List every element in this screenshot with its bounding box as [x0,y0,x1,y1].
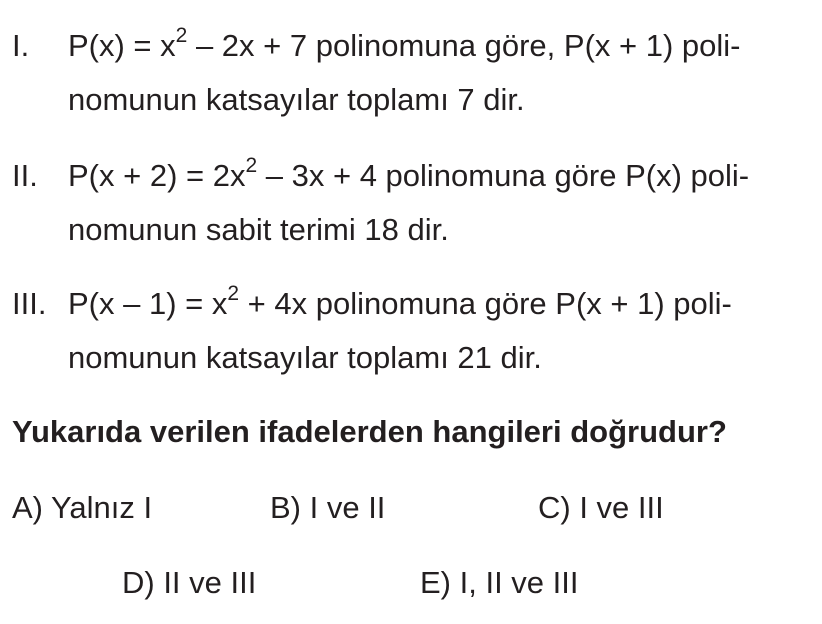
option-e[interactable]: E) I, II ve III [420,565,579,600]
statement-2-exponent: 2 [245,153,258,177]
statement-1-line-2: nomunun katsayılar toplamı 7 dir. [68,82,525,117]
statement-3-line-1 [68,281,732,322]
statement-2-number: II. [12,158,38,193]
statement-3-line-2: nomunun katsayılar toplamı 21 dir. [68,340,542,375]
statement-3-exponent: 2 [227,281,240,305]
statement-3-number: III. [12,286,47,321]
statement-1-number: I. [12,28,30,63]
option-d[interactable]: D) II ve III [122,565,257,600]
statement-2-line-1 [68,153,750,194]
statement-1-line-1 [68,23,741,64]
statement-3-text-b: + 4x polinomuna göre P(x + 1) poli- [239,286,732,321]
option-c[interactable]: C) I ve III [538,490,664,525]
option-a[interactable]: A) Yalnız I [12,490,153,525]
statement-2-text-a: P(x + 2) = 2x [68,158,246,193]
statement-1-text-a: P(x) = x [68,28,176,63]
question-text: Yukarıda verilen ifadelerden hangileri doğrudur? [12,414,727,449]
option-b[interactable]: B) I ve II [270,490,386,525]
statement-1-exponent: 2 [175,23,188,47]
statement-3-text-a: P(x – 1) = x [68,286,228,321]
statement-2-text-b: – 3x + 4 polinomuna göre P(x) poli- [257,158,750,193]
statement-1-text-b: – 2x + 7 polinomuna göre, P(x + 1) poli- [187,28,741,63]
statement-2-line-2: nomunun sabit terimi 18 dir. [68,212,449,247]
